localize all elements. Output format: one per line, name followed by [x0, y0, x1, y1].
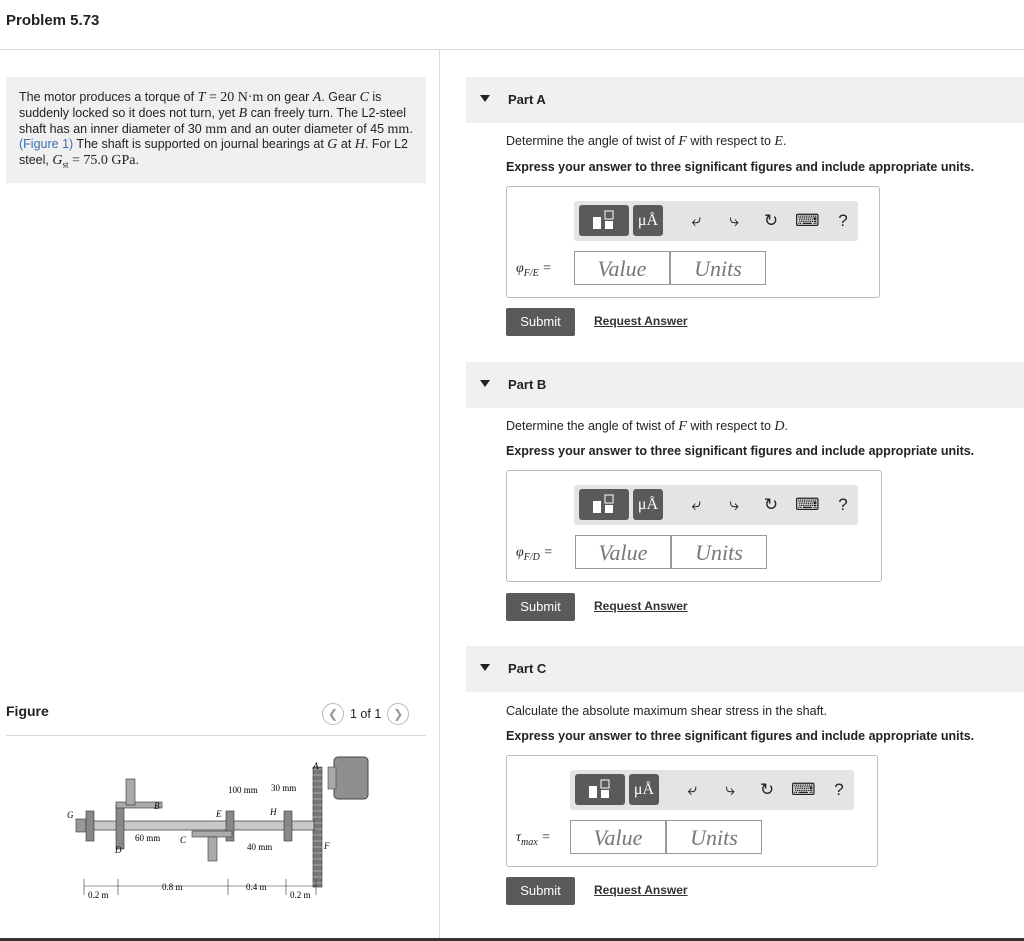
- fraction-template-icon: [579, 489, 629, 520]
- label-60mm: 60 mm: [135, 833, 161, 843]
- math-toolbar: [574, 201, 858, 241]
- units-input[interactable]: Units: [671, 535, 767, 569]
- figure-divider: [6, 735, 426, 736]
- undo-icon[interactable]: ⤶: [691, 211, 701, 230]
- collapse-arrow-icon: [480, 380, 490, 387]
- answer-label: $\varphi_{F/D}$ =: [516, 545, 553, 563]
- bearing-g: [86, 811, 94, 841]
- dim-0-2m-left: 0.2 m: [88, 890, 109, 900]
- label-e: E: [216, 809, 222, 819]
- label-g: G: [67, 810, 74, 820]
- help-icon[interactable]: ?: [838, 211, 848, 230]
- keyboard-icon[interactable]: ⌨: [795, 211, 820, 230]
- answer-label: $\varphi_{F/E}$ =: [516, 261, 552, 279]
- part-c-instruction: Express your answer to three significant figures and include appropriate units.: [506, 729, 975, 743]
- dim-0-2m-right: 0.2 m: [290, 890, 311, 900]
- label-c: C: [180, 835, 187, 845]
- fraction-template-icon: [579, 205, 629, 236]
- value-input[interactable]: Value: [574, 251, 670, 285]
- dim-0-4m: 0.4 m: [246, 882, 267, 892]
- prev-figure-button[interactable]: ❮: [322, 703, 344, 725]
- label-100mm: 100 mm: [228, 785, 258, 795]
- request-answer-link[interactable]: Request Answer: [594, 599, 688, 613]
- units-button[interactable]: μÅ: [633, 205, 663, 236]
- part-c-answer-box: [506, 755, 878, 867]
- redo-icon[interactable]: ⤷: [729, 211, 739, 230]
- label-d: D: [115, 845, 122, 855]
- keyboard-icon[interactable]: ⌨: [795, 495, 820, 514]
- bearing-h: [284, 811, 292, 841]
- gear-a: [313, 767, 322, 887]
- part-c-header[interactable]: Part C: [466, 646, 1024, 692]
- part-a-answer-box: [506, 186, 880, 298]
- next-figure-button[interactable]: ❯: [387, 703, 409, 725]
- redo-icon[interactable]: ⤷: [729, 495, 739, 514]
- help-icon[interactable]: ?: [834, 780, 844, 799]
- page-title: Problem 5.73: [6, 12, 100, 29]
- label-f: F: [324, 841, 330, 851]
- label-h: H: [270, 807, 277, 817]
- request-answer-link[interactable]: Request Answer: [594, 314, 688, 328]
- undo-icon[interactable]: ⤶: [687, 780, 697, 799]
- column-divider: [439, 49, 440, 941]
- figure-pager: [322, 703, 409, 725]
- answer-label: $\tau_{max}$ =: [516, 830, 551, 848]
- submit-button[interactable]: Submit: [506, 877, 575, 905]
- part-a-instruction: Express your answer to three significant figures and include appropriate units.: [506, 160, 975, 174]
- motor: [334, 757, 368, 799]
- fraction-template-icon: [575, 774, 625, 805]
- part-b-answer-box: [506, 470, 882, 582]
- reset-icon[interactable]: ↻: [763, 211, 779, 230]
- templates-button[interactable]: [575, 774, 625, 805]
- submit-button[interactable]: Submit: [506, 308, 575, 336]
- math-toolbar: [570, 770, 854, 810]
- label-30mm: 30 mm: [271, 783, 297, 793]
- collapse-arrow-icon: [480, 664, 490, 671]
- gear-c: [192, 831, 232, 837]
- part-b-instruction: Express your answer to three significant figures and include appropriate units.: [506, 444, 975, 458]
- reset-icon[interactable]: ↻: [763, 495, 779, 514]
- units-input[interactable]: Units: [670, 251, 766, 285]
- help-icon[interactable]: ?: [838, 495, 848, 514]
- request-answer-link[interactable]: Request Answer: [594, 883, 688, 897]
- value-input[interactable]: Value: [575, 535, 671, 569]
- figure-page-count: 1 of 1: [350, 707, 382, 721]
- units-button[interactable]: μÅ: [633, 489, 663, 520]
- undo-icon[interactable]: ⤶: [691, 495, 701, 514]
- shaft: [78, 821, 314, 830]
- label-b: B: [154, 801, 160, 811]
- label-40mm: 40 mm: [247, 842, 273, 852]
- part-b-prompt: Determine the angle of twist of F with respect to D.: [506, 419, 789, 434]
- header-divider: [0, 49, 1024, 50]
- templates-button[interactable]: [579, 489, 629, 520]
- part-a-header[interactable]: Part A: [466, 77, 1024, 123]
- part-c-prompt: Calculate the absolute maximum shear stress in the shaft.: [506, 704, 827, 718]
- part-b-header[interactable]: Part B: [466, 362, 1024, 408]
- gear-b: [116, 805, 124, 849]
- problem-statement: The motor produces a torque of T = 20 N·m on gear A. Gear C is suddenly locked so it does not turn, yet B can freely turn. The L2-steel shaft has an inner diameter of 30 mm and an outer diameter of 45 mm. (Figure 1) The shaft is supported on journal bearings at G at H. For L2 steel, $G_{st} = 75.0$ GPa.: [6, 77, 426, 183]
- label-a: A: [313, 761, 319, 771]
- figure-link[interactable]: (Figure 1): [19, 137, 74, 152]
- units-button[interactable]: μÅ: [629, 774, 659, 805]
- keyboard-icon[interactable]: ⌨: [791, 780, 816, 799]
- templates-button[interactable]: [579, 205, 629, 236]
- units-input[interactable]: Units: [666, 820, 762, 854]
- collapse-arrow-icon: [480, 95, 490, 102]
- value-input[interactable]: Value: [570, 820, 666, 854]
- submit-button[interactable]: Submit: [506, 593, 575, 621]
- reset-icon[interactable]: ↻: [759, 780, 775, 799]
- shaft-figure: [56, 745, 376, 905]
- figure-heading: Figure: [6, 703, 49, 719]
- math-toolbar: [574, 485, 858, 525]
- part-a-prompt: Determine the angle of twist of F with respect to E.: [506, 134, 787, 149]
- redo-icon[interactable]: ⤷: [725, 780, 735, 799]
- dim-0-8m: 0.8 m: [162, 882, 183, 892]
